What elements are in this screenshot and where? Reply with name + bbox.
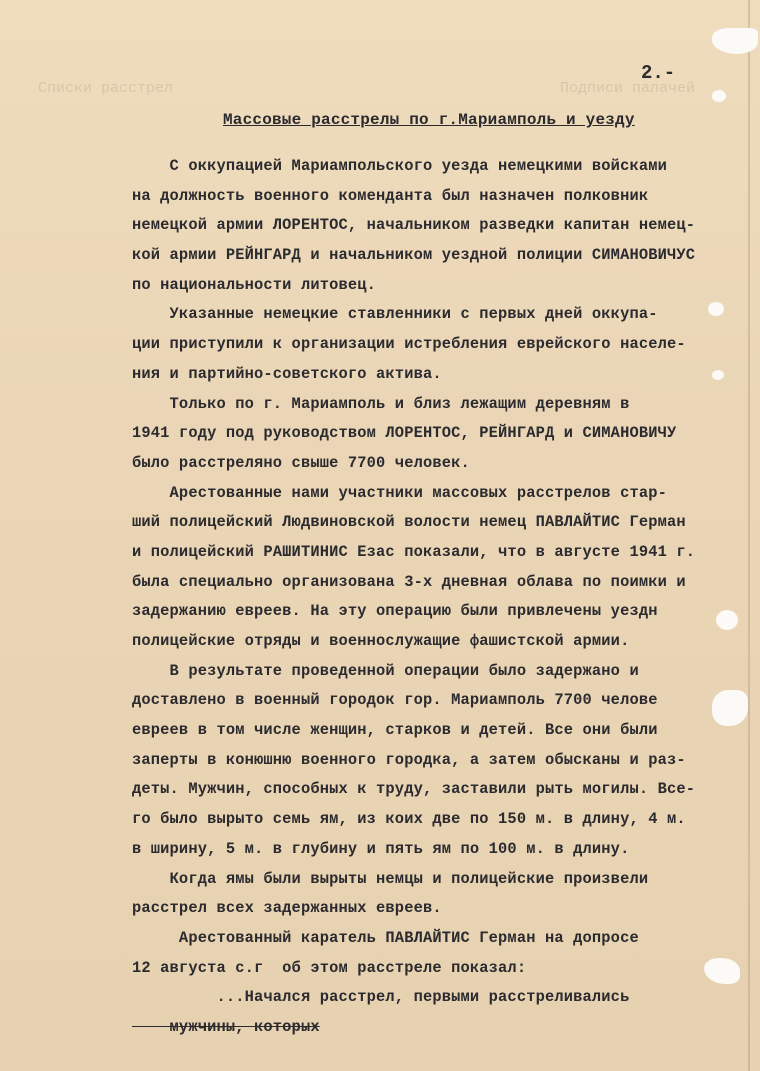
text-line: кой армии РЕЙНГАРД и начальником уездной полиции СИМАНОВИЧУС [132, 246, 696, 265]
text-line: на должность военного коменданта был назначен полковник [132, 186, 649, 205]
text-line: немецкой армии ЛОРЕНТОС, начальником разведки капитан немец- [132, 216, 696, 235]
page-number: 2.- [641, 62, 676, 84]
text-line: го было вырыто семь ям, из коих две по 150 м. в длину, 4 м. [132, 810, 686, 829]
text-line: Когда ямы были вырыты немцы и полицейские произвели [132, 869, 649, 888]
text-line: ...Начался расстрел, первыми расстреливались [132, 988, 630, 1007]
text-line: по национальности литовец. [132, 275, 377, 294]
text-line: евреев в том числе женщин, старков и детей. Все они были [132, 721, 658, 740]
text-line: заперты в конюшню военного городка, а затем обысканы и раз- [132, 750, 686, 769]
text-line: и полицейский РАШИТИНИС Езас показали, что в августе 1941 г. [132, 542, 696, 561]
text-line: 1941 году под руководством ЛОРЕНТОС, РЕЙНГАРД и СИМАНОВИЧУ [132, 424, 677, 443]
text-line: ции приступили к организации истребления еврейского населе- [132, 335, 686, 354]
bleed-through-text-left: Списки расстрел [38, 80, 174, 97]
text-line: С оккупацией Мариампольского уезда немецкими войсками [132, 157, 667, 175]
text-line: полицейские отряды и военнослужащие фашистской армии. [132, 632, 630, 650]
text-line: расстрел всех задержанных евреев. [132, 899, 442, 918]
paper-hole [712, 90, 726, 102]
paper-hole [708, 302, 724, 316]
text-line: Арестованные нами участники массовых расстрелов стар- [132, 483, 667, 502]
text-line: доставлено в военный городок гор. Мариамполь 7700 челове [132, 691, 658, 710]
text-line: было расстреляно свыше 7700 человек. [132, 453, 470, 472]
paper-hole [716, 610, 738, 630]
paper-tear-top [712, 28, 758, 54]
text-line: Только по г. Мариамполь и близ лежащим деревням в [132, 394, 630, 413]
text-line: В результате проведенной операции было задержано и [132, 661, 639, 680]
paper-hole [712, 370, 724, 380]
text-line: была специально организована 3-х дневная облава по поимки и [132, 572, 686, 591]
text-line: ший полицейский Людвиновской волости немец ПАВЛАЙТИС Герман [132, 513, 686, 532]
text-line: задержанию евреев. На эту операцию были привлечены уездн [132, 602, 658, 621]
text-line: Арестованный каратель ПАВЛАЙТИС Герман на допросе [132, 928, 639, 947]
document-body [132, 152, 760, 1043]
text-line: 12 августа с.г об этом расстреле показал: [132, 958, 527, 977]
struck-through-line: мужчины, которых [132, 1017, 320, 1036]
text-line: деты. Мужчин, способных к труду, заставили рыть могилы. Все- [132, 780, 696, 799]
paper-tear-right [712, 690, 748, 726]
bleed-through-text-right: Подписи палачей [560, 80, 696, 97]
text-line: в ширину, 5 м. в глубину и пять ям по 100 м. в длину. [132, 839, 630, 858]
text-line: ния и партийно-советского актива. [132, 364, 442, 383]
text-line: Указанные немецкие ставленники с первых дней оккупа- [132, 305, 658, 324]
document-title: Массовые расстрелы по г.Мариамполь и уезду [223, 111, 635, 129]
